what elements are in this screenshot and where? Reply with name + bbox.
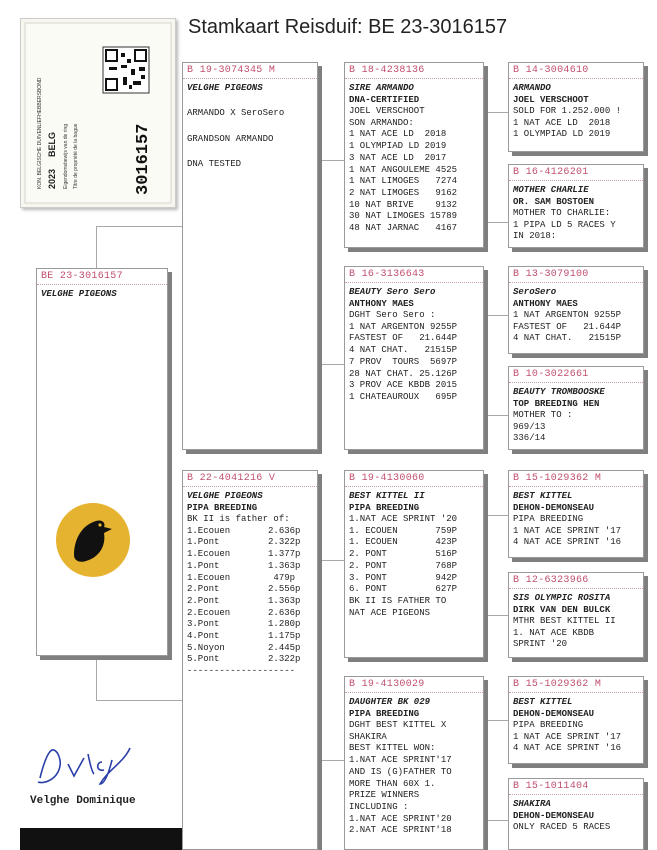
sss-ring: B 14-3004610: [509, 63, 643, 79]
dds-ring: B 15-1029362 M: [509, 677, 643, 693]
sire-line: ARMANDO X SeroSero: [187, 108, 285, 118]
ddd-ring: B 15-1011404: [509, 779, 643, 795]
ring-ownership-card: [20, 18, 176, 208]
ring-number: 3016157: [134, 123, 153, 195]
ss-line: JOEL VERSCHOOT: [349, 106, 425, 116]
sss-line: SOLD FOR 1.252.000 !: [513, 106, 622, 116]
ss-line: 1 OLYMPIAD LD 2019: [349, 141, 447, 152]
ss-line: 3 NAT ACE LD 2017: [349, 152, 447, 163]
connector: [486, 415, 508, 416]
dam-line: 1.Pont 2.322p: [187, 537, 301, 548]
sds-ring: B 13-3079100: [509, 267, 643, 283]
ddd-line: ONLY RACED 5 RACES: [513, 822, 611, 832]
subject-card: [36, 268, 168, 656]
ring-country: BELG: [47, 131, 57, 157]
dd-line: 2.NAT ACE SPRINT'18: [349, 825, 452, 836]
dam-line: --------------------: [187, 666, 296, 677]
dss-line: 4 NAT ACE SPRINT '16: [513, 537, 622, 548]
sss-line: 1 OLYMPIAD LD 2019: [513, 129, 611, 140]
subject-ring: BE 23-3016157: [37, 269, 167, 285]
dds-line: PIPA BREEDING: [513, 720, 584, 730]
sd-subtitle: ANTHONY MAES: [349, 299, 414, 309]
ds-line: BK II IS FATHER TO: [349, 595, 447, 606]
sdd-name: BEAUTY TROMBOOSKE: [513, 387, 605, 397]
subject-name: VELGHE PIGEONS: [41, 289, 117, 299]
sds-subtitle: ANTHONY MAES: [513, 299, 578, 309]
connector: [486, 515, 487, 615]
connector: [96, 700, 186, 701]
dss-ring: B 15-1029362 M: [509, 471, 643, 487]
dd-line: 1.NAT ACE SPRINT'20: [349, 813, 452, 824]
connector: [486, 720, 487, 820]
dss-subtitle: DEHON-DEMONSEAU: [513, 503, 595, 513]
connector: [96, 226, 97, 270]
sss-subtitle: JOEL VERSCHOOT: [513, 95, 589, 105]
ds-line: NAT ACE PIGEONS: [349, 607, 431, 618]
dd-line: BEST KITTEL WON:: [349, 743, 436, 754]
dds-name: BEST KITTEL: [513, 697, 573, 707]
ssd-line: IN 2018:: [513, 231, 557, 242]
connector: [486, 315, 508, 316]
ds-line: 1. ECOUEN 423P: [349, 537, 458, 548]
sdd-line: 969/13: [513, 421, 546, 432]
sire-dam-card: [344, 266, 484, 450]
sdd-card: [508, 366, 644, 450]
dsd-ring: B 12-6323966: [509, 573, 643, 589]
dam-line: 2.Ecouen 2.636p: [187, 607, 301, 618]
ss-ring: B 18-4238136: [345, 63, 483, 79]
sire-ring: B 19-3074345 M: [183, 63, 317, 79]
dd-name: DAUGHTER BK 029: [349, 697, 431, 707]
dd-line: DGHT BEST KITTEL X: [349, 720, 447, 730]
sss-line: 1 NAT ACE LD 2018: [513, 117, 611, 128]
connector: [486, 112, 508, 113]
connector: [486, 515, 508, 516]
ss-line: 2 NAT LIMOGES 9162: [349, 187, 458, 198]
dam-dam-card: [344, 676, 484, 850]
connector: [320, 160, 345, 161]
dam-name: VELGHE PIGEONS: [187, 491, 263, 501]
ds-name: BEST KITTEL II: [349, 491, 425, 501]
sd-name: BEAUTY Sero Sero: [349, 287, 436, 297]
sd-line: 28 NAT CHAT. 25.126P: [349, 368, 458, 379]
dds-line: 1 NAT ACE SPRINT '17: [513, 731, 622, 742]
dam-line: 3.Pont 1.280p: [187, 619, 301, 630]
sds-line: FASTEST OF 21.644P: [513, 321, 622, 332]
dsd-line: MTHR BEST KITTEL II: [513, 616, 616, 626]
dss-card: [508, 470, 644, 558]
connector: [486, 112, 487, 222]
dam-sire-card: [344, 470, 484, 658]
ss-line: 30 NAT LIMOGES 15789: [349, 211, 458, 222]
ss-line: 10 NAT BRIVE 9132: [349, 199, 458, 210]
ssd-subtitle: OR. SAM BOSTOEN: [513, 197, 595, 207]
ds-line: 2. PONT 768P: [349, 560, 458, 571]
ss-name: SIRE ARMANDO: [349, 83, 414, 93]
signature-graphic: [34, 740, 164, 790]
ss-line: 48 NAT JARNAC 4167: [349, 223, 458, 234]
dam-line: 5.Pont 2.322p: [187, 654, 301, 665]
connector: [320, 560, 345, 561]
ss-line: 1 NAT ACE LD 2018: [349, 129, 447, 140]
dd-line: AND IS (G)FATHER TO: [349, 766, 452, 777]
signature-name: Velghe Dominique: [30, 795, 136, 807]
connector: [486, 315, 487, 415]
dsd-subtitle: DIRK VAN DEN BULCK: [513, 605, 611, 615]
ds-line: 2. PONT 516P: [349, 549, 458, 560]
dam-line: 5.Noyon 2.445p: [187, 642, 301, 653]
dd-line: SHAKIRA: [349, 731, 387, 742]
dam-card: [182, 470, 318, 850]
pigeon-logo: [56, 503, 130, 577]
ss-subtitle: DNA-CERTIFIED: [349, 95, 420, 105]
sds-line: 4 NAT CHAT. 21515P: [513, 333, 622, 344]
ds-line: 1.NAT ACE SPRINT '20: [349, 514, 458, 524]
ddd-card: [508, 778, 644, 850]
dsd-line: 1. NAT ACE KBDB: [513, 627, 595, 638]
ring-ownership-fr: Titre de propriété de la bague: [73, 123, 79, 189]
dam-subtitle: PIPA BREEDING: [187, 503, 258, 513]
ddd-name: SHAKIRA: [513, 799, 551, 809]
ds-subtitle: PIPA BREEDING: [349, 503, 420, 513]
sdd-line: 336/14: [513, 433, 546, 444]
connector: [486, 820, 508, 821]
sd-ring: B 16-3136643: [345, 267, 483, 283]
sd-line: DGHT Sero Sero :: [349, 310, 436, 320]
sire-card: [182, 62, 318, 450]
dss-name: BEST KITTEL: [513, 491, 573, 501]
sire-name: VELGHE PIGEONS: [187, 83, 263, 93]
dd-ring: B 19-4130029: [345, 677, 483, 693]
sd-line: 4 NAT CHAT. 21515P: [349, 345, 458, 356]
connector: [486, 222, 508, 223]
dsd-card: [508, 572, 644, 658]
ds-ring: B 19-4130060: [345, 471, 483, 487]
sd-line: 1 CHATEAUROUX 695P: [349, 391, 458, 402]
sss-card: [508, 62, 644, 152]
dam-ring: B 22-4041216 V: [183, 471, 317, 487]
dss-line: 1 NAT ACE SPRINT '17: [513, 525, 622, 536]
sds-line: 1 NAT ARGENTON 9255P: [513, 310, 622, 320]
dsd-name: SIS OLYMPIC ROSITA: [513, 593, 611, 603]
dds-subtitle: DEHON-DEMONSEAU: [513, 709, 595, 719]
dam-line: 2.Pont 1.363p: [187, 595, 301, 606]
ssd-ring: B 16-4126201: [509, 165, 643, 181]
connector: [96, 655, 97, 700]
sdd-ring: B 10-3022661: [509, 367, 643, 383]
dd-line: PRIZE WINNERS: [349, 790, 420, 801]
dd-line: INCLUDING :: [349, 801, 409, 812]
dss-line: PIPA BREEDING: [513, 514, 584, 524]
sds-name: SeroSero: [513, 287, 557, 297]
ds-line: 3. PONT 942P: [349, 572, 458, 583]
dam-line: 1.Ecouen 2.636p: [187, 525, 301, 536]
ssd-card: [508, 164, 644, 248]
sire-line: DNA TESTED: [187, 159, 242, 170]
ring-federation: KON. BELGISCHE DUIVENLIEFHEBBERSBOND: [37, 77, 43, 189]
qr-code: [103, 47, 149, 93]
sd-line: 7 PROV TOURS 5697P: [349, 356, 458, 367]
sire-sire-card: [344, 62, 484, 248]
ring-year: 2023: [47, 168, 57, 189]
dd-line: 1.NAT ACE SPRINT'17: [349, 755, 452, 766]
sds-card: [508, 266, 644, 354]
ss-line: 1 NAT ANGOULEME 4525: [349, 164, 458, 175]
sire-line: GRANDSON ARMANDO: [187, 133, 274, 144]
dd-subtitle: PIPA BREEDING: [349, 709, 420, 719]
connector: [320, 160, 321, 364]
ring-card-graphic: [21, 19, 175, 207]
ds-line: 1. ECOUEN 759P: [349, 525, 458, 536]
dam-line: BK II is father of:: [187, 514, 290, 524]
ring-ownership-nl: Eigendomsbewijs van de ring: [63, 123, 69, 189]
dds-line: 4 NAT ACE SPRINT '16: [513, 743, 622, 754]
dam-line: 1.Pont 1.363p: [187, 560, 301, 571]
sdd-subtitle: TOP BREEDING HEN: [513, 399, 600, 409]
connector: [486, 615, 508, 616]
sd-line: 3 PROV ACE KBDB 2015: [349, 380, 458, 391]
ssd-name: MOTHER CHARLIE: [513, 185, 589, 195]
ssd-line: MOTHER TO CHARLIE:: [513, 208, 611, 218]
dam-line: 1.Ecouen 479p: [187, 572, 296, 583]
dsd-line: SPRINT '20: [513, 639, 568, 650]
connector: [320, 560, 321, 760]
dam-line: 1.Ecouen 1.377p: [187, 549, 301, 560]
pigeon-icon: [56, 503, 130, 577]
ddd-subtitle: DEHON-DEMONSEAU: [513, 811, 595, 821]
black-bar: [20, 828, 190, 850]
ss-line: SON ARMANDO:: [349, 117, 414, 128]
page-title: Stamkaart Reisduif: BE 23-3016157: [188, 16, 508, 38]
sss-name: ARMANDO: [513, 83, 551, 93]
connector: [96, 226, 186, 227]
dds-card: [508, 676, 644, 764]
sd-line: 1 NAT ARGENTON 9255P: [349, 321, 458, 332]
ds-line: 6. PONT 627P: [349, 584, 458, 595]
ss-line: 1 NAT LIMOGES 7274: [349, 176, 458, 187]
dam-line: 2.Pont 2.556p: [187, 584, 301, 595]
sdd-line: MOTHER TO :: [513, 410, 573, 420]
connector: [320, 760, 345, 761]
dam-line: 4.Pont 1.175p: [187, 631, 301, 642]
connector: [320, 364, 345, 365]
sd-line: FASTEST OF 21.644P: [349, 333, 458, 344]
ssd-line: 1 PIPA LD 5 RACES Y: [513, 219, 616, 230]
connector: [486, 720, 508, 721]
dd-line: MORE THAN 60X 1.: [349, 778, 436, 789]
